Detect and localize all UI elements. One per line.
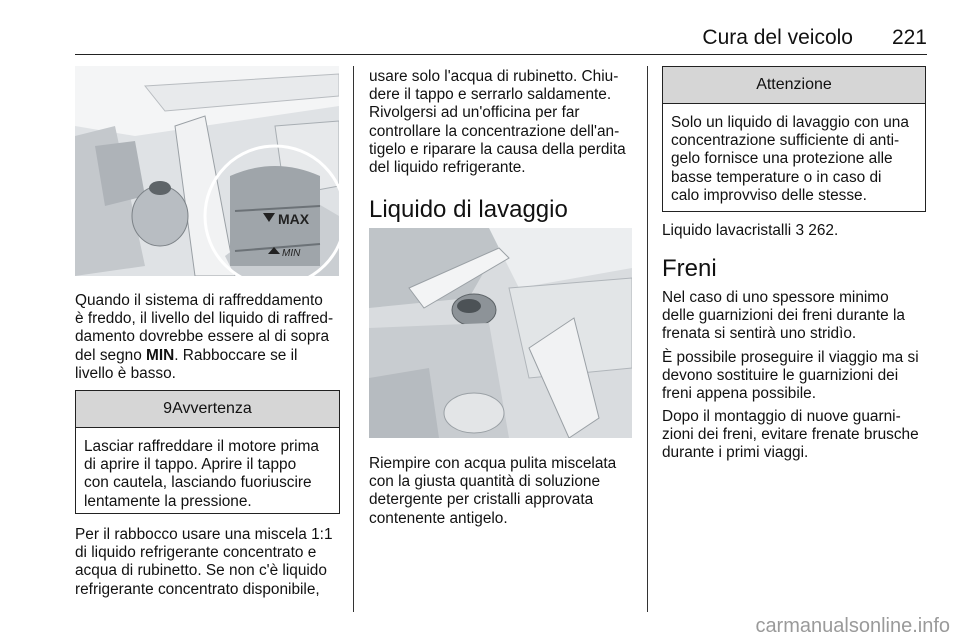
section-title: Cura del veicolo [702,26,853,49]
page-header [75,24,927,52]
attention-header [663,67,925,104]
washer-fluid-reference: Liquido lavacristalli 3 262. [662,222,839,239]
min-mark-label: MIN [282,248,301,259]
coolant-reservoir-photo [75,66,339,276]
warning-box [75,390,340,514]
attention-box [662,66,926,212]
washer-bay-illustration [369,228,632,438]
page-number: 221 [891,26,927,49]
watermark: carmanualsonline.info [755,615,950,637]
coolant-level-paragraph: Quando il sistema di raffreddamento è freddo, il livello del liquido di raffred- damento dovrebbe essere al di sopra del segno MIN. Rabboccare se il livello è basso. [75,292,334,382]
coolant-continuation-paragraph: usare solo l'acqua di rubinetto. Chiu- dere il tappo e serrarlo saldamente. Rivolgersi ad un'officina per far controllare la concentrazione dell'an- tigelo e riparare la causa della perdita del liquido refrigerante. [369,68,626,177]
attention-title: Attenzione [756,76,832,93]
attention-body: Solo un liquido di lavaggio con una concentrazione sufficiente di anti- gelo fornisce una protezione alle basse temperature o in caso di calo improvviso delle stesse. [671,114,909,204]
coolant-mixture-paragraph: Per il rabbocco usare una miscela 1:1 di liquido refrigerante concentrato e acqua di rubinetto. Se non c'è liquido refrigerante concentrato disponibile, [75,526,333,598]
column-divider-2 [647,66,648,612]
washer-fill-paragraph: Riempire con acqua pulita miscelata con la giusta quantità di soluzione detergente per cristalli approvata contenente antigelo. [369,455,617,527]
washer-fluid-heading: Liquido di lavaggio [369,196,568,223]
warning-triangle-icon: 9 [163,400,173,417]
brakes-paragraph-1: Nel caso di uno spessore minimo delle guarnizioni dei freni durante la frenata si sentirà uno stridìo. [662,289,905,343]
engine-bay-illustration [75,66,339,276]
column-divider-1 [353,66,354,612]
brakes-paragraph-3: Dopo il montaggio di nuove guarni- zioni dei freni, evitare frenate brusche durante i primi viaggi. [662,408,919,462]
brakes-paragraph-2: È possibile proseguire il viaggio ma si devono sostituire le guarnizioni dei freni appena possibile. [662,349,919,403]
max-mark-label: MAX [278,211,310,227]
header-rule [75,54,927,55]
washer-reservoir-photo [369,228,632,438]
page-reference-icon[interactable]: 3 [795,222,805,239]
brakes-heading: Freni [662,255,717,282]
warning-body: Lasciar raffreddare il motore prima di aprire il tappo. Aprire il tappo con cautela, lasciando fuoriuscire lentamente la pressione. [84,438,319,510]
warning-title: Avvertenza [172,400,252,417]
warning-header [76,391,339,428]
min-mark-emphasis: MIN [146,346,175,364]
